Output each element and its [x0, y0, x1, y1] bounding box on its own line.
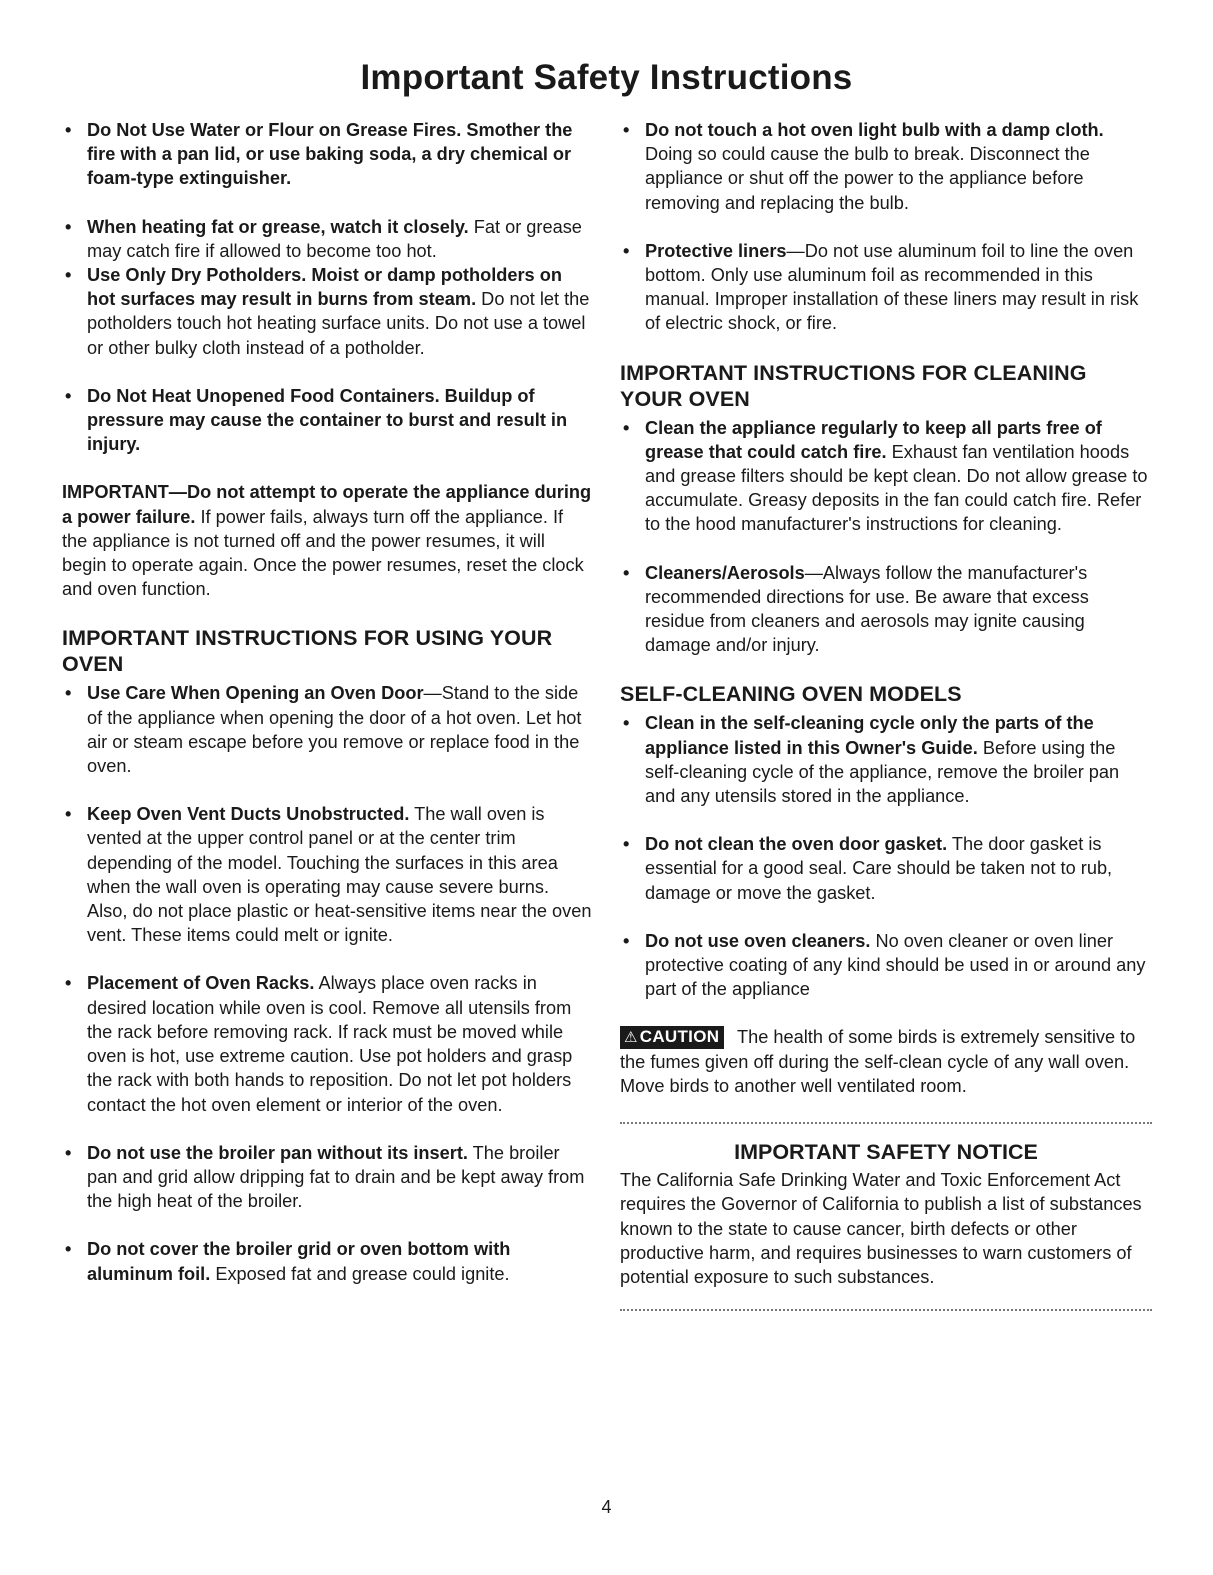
clean-regularly-bold: Clean the appliance regularly to keep all parts free of grease that could catch fire.: [645, 417, 1102, 462]
liners-bold: Protective liners: [645, 240, 787, 261]
light-bulb-item: [620, 118, 1152, 215]
cleaning-oven-heading: IMPORTANT INSTRUCTIONS FOR CLEANING YOUR OVEN: [620, 360, 1087, 411]
aerosols-text: —Always follow the manufacturer's recommended directions for use. Be aware that excess residue from cleaners and aerosols may ignite causing damage and/or injury.: [645, 562, 1089, 656]
heating-fat-bold: When heating fat or grease, watch it closely.: [87, 216, 469, 237]
aerosols-item: [620, 561, 1152, 658]
right-column: [620, 118, 1152, 1325]
power-failure-text: If power fails, always turn off the appliance. If the appliance is not turned off and the power resumes, it will begin to operate again. Once the power resumes, reset the clock and oven function.: [62, 506, 584, 600]
broiler-insert-bold: Do not use the broiler pan without its insert.: [87, 1142, 468, 1163]
potholders-item: [62, 263, 592, 360]
vent-ducts-item: [62, 802, 592, 947]
broiler-foil-text: Exposed fat and grease could ignite.: [210, 1263, 510, 1284]
door-gasket-bold: Do not clean the oven door gasket.: [645, 834, 948, 855]
caution-paragraph: [620, 1025, 1152, 1098]
containers-bold: Do Not Heat Unopened Food Containers. Buildup of pressure may cause the container to burst and result in injury.: [87, 385, 568, 455]
containers-item: [62, 384, 592, 457]
door-gasket-text: The door gasket is essential for a good seal. Care should be taken not to rub, damage or move the gasket.: [645, 834, 1113, 903]
potholders-bold: Use Only Dry Potholders. Moist or damp potholders on hot surfaces may result in burns from steam.: [87, 265, 562, 310]
left-column: [62, 118, 592, 1310]
broiler-foil-item: [62, 1237, 592, 1285]
caution-text: The health of some birds is extremely sensitive to the fumes given off during the self-clean cycle of any wall oven. Move birds to another well ventilated room.: [620, 1027, 1136, 1096]
light-bulb-text: Doing so could cause the bulb to break. Disconnect the appliance or shut off the power to the appliance before removing and replacing the bulb.: [645, 144, 1090, 213]
using-oven-heading: IMPORTANT INSTRUCTIONS FOR USING YOUR OVEN: [62, 626, 553, 677]
notice-bottom-divider: [620, 1309, 1152, 1311]
potholders-text: Do not let the potholders touch hot heating surface units. Do not use a towel or other bulky cloth instead of a potholder.: [87, 289, 590, 358]
vent-ducts-bold: Keep Oven Vent Ducts Unobstructed.: [87, 804, 410, 825]
door-gasket-item: [620, 832, 1152, 905]
liners-item: [620, 239, 1152, 336]
oven-cleaners-bold: Do not use oven cleaners.: [645, 930, 871, 951]
caution-badge: [620, 1026, 724, 1049]
self-clean-parts-text: Before using the self-cleaning cycle of the appliance, remove the broiler pan and any utensils stored in the appliance.: [645, 737, 1120, 807]
page-title: Important Safety Instructions: [360, 58, 853, 97]
aerosols-bold: Cleaners/Aerosols: [645, 562, 805, 583]
self-cleaning-heading: SELF-CLEANING OVEN MODELS: [620, 682, 962, 707]
heating-fat-text: Fat or grease may catch fire if allowed to become too hot.: [87, 216, 582, 261]
broiler-foil-bold: Do not cover the broiler grid or oven bottom with aluminum foil.: [87, 1239, 511, 1284]
power-failure-paragraph: [62, 480, 592, 601]
heating-fat-item: [62, 215, 592, 263]
oven-racks-bold: Placement of Oven Racks.: [87, 973, 315, 994]
self-clean-parts-bold: Clean in the self-cleaning cycle only the parts of the appliance listed in this Owner's Guide.: [645, 713, 1094, 758]
grease-fire-bold: Do Not Use Water or Flour on Grease Fires. Smother the fire with a pan lid, or use baking soda, a dry chemical or foam-type extinguisher.: [87, 120, 573, 189]
warning-triangle-icon: ⚠: [624, 1029, 638, 1047]
oven-racks-item: [62, 971, 592, 1116]
notice-top-divider: [620, 1122, 1152, 1124]
caution-badge-label: CAUTION: [639, 1027, 720, 1047]
clean-regularly-text: Exhaust fan ventilation hoods and grease filters should be kept clean. Do not allow grease to accumulate. Greasy deposits in the fan could catch fire. Refer to the hood manufacturer's instructions for cleaning.: [645, 441, 1148, 535]
self-clean-parts-item: [620, 711, 1152, 808]
grease-fire-item: [62, 118, 592, 191]
oven-door-item: [62, 681, 592, 778]
oven-cleaners-text: No oven cleaner or oven liner protective coating of any kind should be used in or around any part of the appliance: [645, 930, 1146, 1000]
light-bulb-bold: Do not touch a hot oven light bulb with a damp cloth.: [645, 120, 1104, 140]
safety-notice-heading: IMPORTANT SAFETY NOTICE: [734, 1140, 1038, 1165]
oven-cleaners-item: [620, 929, 1152, 1002]
page-number: 4: [601, 1497, 612, 1517]
vent-ducts-text: The wall oven is vented at the upper control panel or at the center trim depending of the model. Touching the surfaces in this area when the wall oven is operating may cause severe burns. Also, do not place plastic or heat-sensitive items near the oven vent. These items could melt or ignite.: [87, 804, 592, 946]
safety-notice-text: The California Safe Drinking Water and Toxic Enforcement Act requires the Governor of California to publish a list of substances known to the state to cause cancer, birth defects or other productive harm, and requires businesses to warn customers of potential exposure to such substances.: [620, 1170, 1142, 1287]
oven-racks-text: Always place oven racks in desired location while oven is cool. Remove all utensils from the rack before removing rack. If rack must be moved while oven is hot, use extreme caution. Use pot holders and grasp the rack with both hands to reposition. Do not let pot holders contact the hot oven element or interior of the oven.: [87, 973, 573, 1115]
power-failure-bold: IMPORTANT—Do not attempt to operate the appliance during a power failure.: [62, 482, 592, 527]
oven-door-text: —Stand to the side of the appliance when opening the door of a hot oven. Let hot air or steam escape before you remove or replace food in the oven.: [87, 683, 582, 777]
broiler-insert-text: The broiler pan and grid allow dripping fat to drain and be kept away from the high heat of the broiler.: [87, 1142, 585, 1212]
liners-text: —Do not use aluminum foil to line the oven bottom. Only use aluminum foil as recommended in this manual. Improper installation of these liners may result in risk of electric shock, or fire.: [645, 240, 1139, 334]
broiler-insert-item: [62, 1141, 592, 1214]
oven-door-bold: Use Care When Opening an Oven Door: [87, 683, 424, 704]
clean-regularly-item: [620, 416, 1152, 537]
